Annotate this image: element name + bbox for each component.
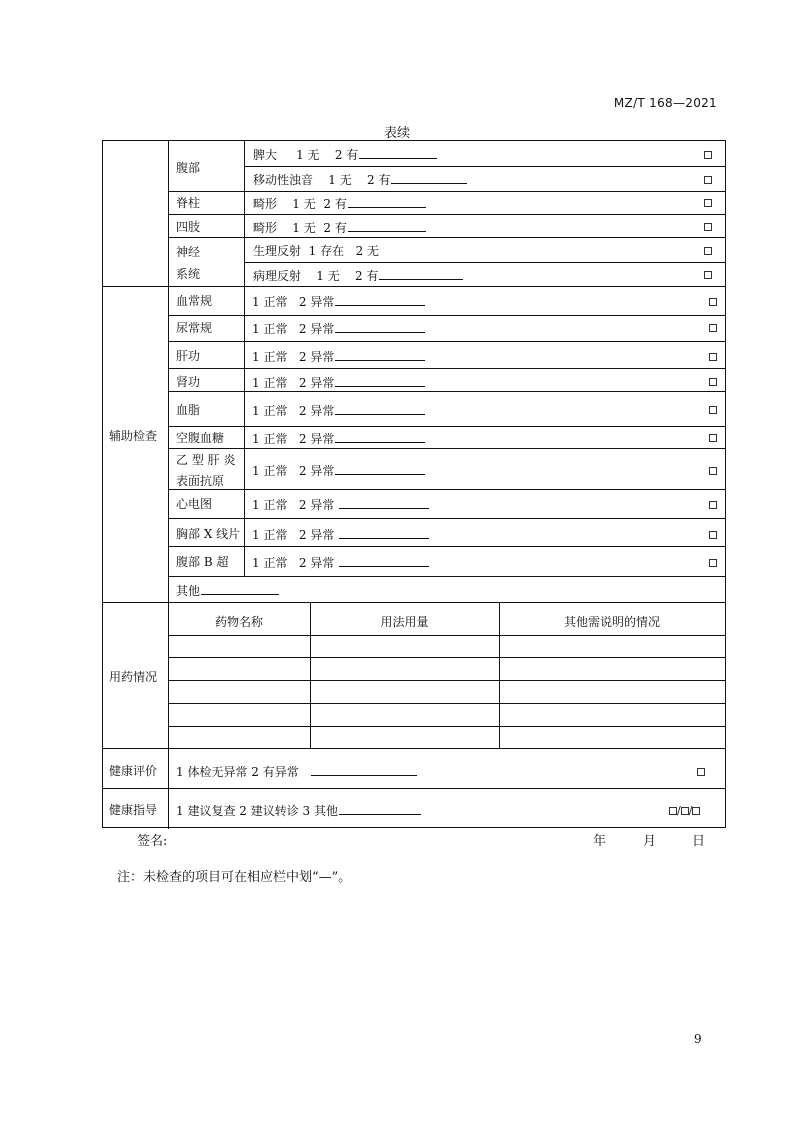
signature-label: 签名:	[137, 834, 168, 849]
aux-other: 其他	[176, 583, 279, 598]
spleen-row: 脾大 1 无 2 有	[253, 147, 437, 162]
spleen-blank[interactable]	[359, 147, 437, 159]
aux-name-3: 肾功	[176, 375, 201, 389]
aux-options-5: 1 正常 2 异常	[252, 431, 425, 446]
shifting-dullness-checkbox[interactable]	[704, 176, 712, 184]
aux-options-0: 1 正常 2 异常	[252, 294, 425, 309]
med-col-usage: 用法用量	[380, 615, 429, 629]
nerve-label-line1: 神经	[176, 245, 201, 259]
guidance-checkboxes: / /	[669, 805, 700, 817]
signature-year: 年	[593, 834, 607, 849]
aux-blank-7[interactable]	[339, 497, 429, 509]
aux-options-8: 1 正常 2 异常	[252, 527, 429, 542]
evaluation-checkbox[interactable]	[697, 768, 705, 776]
spine-row: 畸形 1 无 2 有	[253, 196, 426, 211]
aux-other-blank[interactable]	[201, 583, 279, 595]
aux-blank-3[interactable]	[335, 375, 425, 387]
abdomen-label: 腹部	[176, 161, 201, 175]
limbs-blank[interactable]	[348, 220, 426, 232]
signature-day: 日	[692, 834, 706, 849]
aux-name-0: 血常规	[176, 294, 213, 308]
evaluation-options: 1 体检无异常 2 有异常	[176, 764, 417, 779]
aux-checkbox-5[interactable]	[709, 434, 717, 442]
aux-blank-2[interactable]	[335, 349, 425, 361]
aux-checkbox-7[interactable]	[709, 501, 717, 509]
aux-blank-9[interactable]	[339, 555, 429, 567]
aux-blank-0[interactable]	[335, 294, 425, 306]
spine-label: 脊柱	[176, 196, 201, 210]
aux-name-6-line1: 乙 型 肝 炎	[176, 453, 236, 467]
aux-name-7: 心电图	[176, 497, 213, 511]
aux-name-2: 肝功	[176, 349, 201, 363]
aux-checkbox-2[interactable]	[709, 353, 717, 361]
col-divider-items	[244, 141, 245, 576]
aux-name-5: 空腹血糖	[176, 431, 225, 445]
aux-blank-5[interactable]	[335, 431, 425, 443]
aux-checkbox-1[interactable]	[709, 324, 717, 332]
aux-options-1: 1 正常 2 异常	[252, 321, 425, 336]
aux-blank-1[interactable]	[335, 321, 425, 333]
aux-name-1: 尿常规	[176, 321, 213, 335]
aux-options-7: 1 正常 2 异常	[252, 497, 429, 512]
table-caption: 表续	[383, 126, 410, 141]
pathological-reflex-blank[interactable]	[379, 268, 463, 280]
aux-options-3: 1 正常 2 异常	[252, 375, 425, 390]
aux-blank-8[interactable]	[339, 527, 429, 539]
pathological-reflex-checkbox[interactable]	[704, 271, 712, 279]
pathological-reflex-row: 病理反射 1 无 2 有	[253, 268, 463, 283]
guidance-checkbox-3[interactable]	[692, 807, 700, 815]
signature-month: 月	[643, 834, 657, 849]
page-number: 9	[694, 1032, 702, 1046]
guidance-label: 健康指导	[109, 803, 158, 817]
med-col-notes: 其他需说明的情况	[563, 615, 660, 629]
aux-checkbox-3[interactable]	[709, 378, 717, 386]
physiological-reflex-row: 生理反射 1 存在 2 无	[253, 244, 380, 258]
evaluation-blank[interactable]	[311, 764, 417, 776]
aux-options-6: 1 正常 2 异常	[252, 463, 425, 478]
aux-options-9: 1 正常 2 异常	[252, 555, 429, 570]
spleen-checkbox[interactable]	[704, 151, 712, 159]
aux-exam-label: 辅助检查	[109, 429, 158, 443]
spine-blank[interactable]	[348, 196, 426, 208]
guidance-checkbox-2[interactable]	[681, 807, 689, 815]
aux-checkbox-9[interactable]	[709, 559, 717, 567]
aux-name-8: 胸部 X 线片	[176, 527, 241, 541]
aux-name-9: 腹部 B 超	[176, 555, 229, 569]
limbs-label: 四肢	[176, 220, 201, 234]
limbs-row: 畸形 1 无 2 有	[253, 220, 426, 235]
aux-checkbox-6[interactable]	[709, 467, 717, 475]
aux-options-2: 1 正常 2 异常	[252, 349, 425, 364]
medication-label: 用药情况	[109, 670, 158, 684]
aux-name-4: 血脂	[176, 403, 201, 417]
standard-number: MZ/T 168—2021	[613, 96, 717, 110]
evaluation-label: 健康评价	[109, 764, 158, 778]
col-divider-label	[168, 788, 169, 829]
aux-options-4: 1 正常 2 异常	[252, 403, 425, 418]
aux-checkbox-0[interactable]	[709, 298, 717, 306]
guidance-checkbox-1[interactable]	[669, 807, 677, 815]
guidance-blank[interactable]	[339, 803, 421, 815]
guidance-options: 1 建议复查 2 建议转诊 3 其他	[176, 803, 421, 818]
aux-blank-6[interactable]	[335, 463, 425, 475]
exam-form-table	[102, 140, 726, 828]
shifting-dullness-row: 移动性浊音 1 无 2 有	[253, 172, 467, 187]
nerve-label-line2: 系统	[176, 267, 201, 281]
aux-blank-4[interactable]	[335, 403, 425, 415]
footnote: 注：未检查的项目可在相应栏中划“—”。	[117, 870, 352, 885]
physiological-reflex-checkbox[interactable]	[704, 247, 712, 255]
aux-checkbox-4[interactable]	[709, 406, 717, 414]
aux-checkbox-8[interactable]	[709, 531, 717, 539]
limbs-checkbox[interactable]	[704, 223, 712, 231]
spine-checkbox[interactable]	[704, 199, 712, 207]
shifting-dullness-blank[interactable]	[391, 172, 467, 184]
aux-name-6-line2: 表面抗原	[176, 474, 225, 488]
med-col-name: 药物名称	[214, 615, 263, 629]
